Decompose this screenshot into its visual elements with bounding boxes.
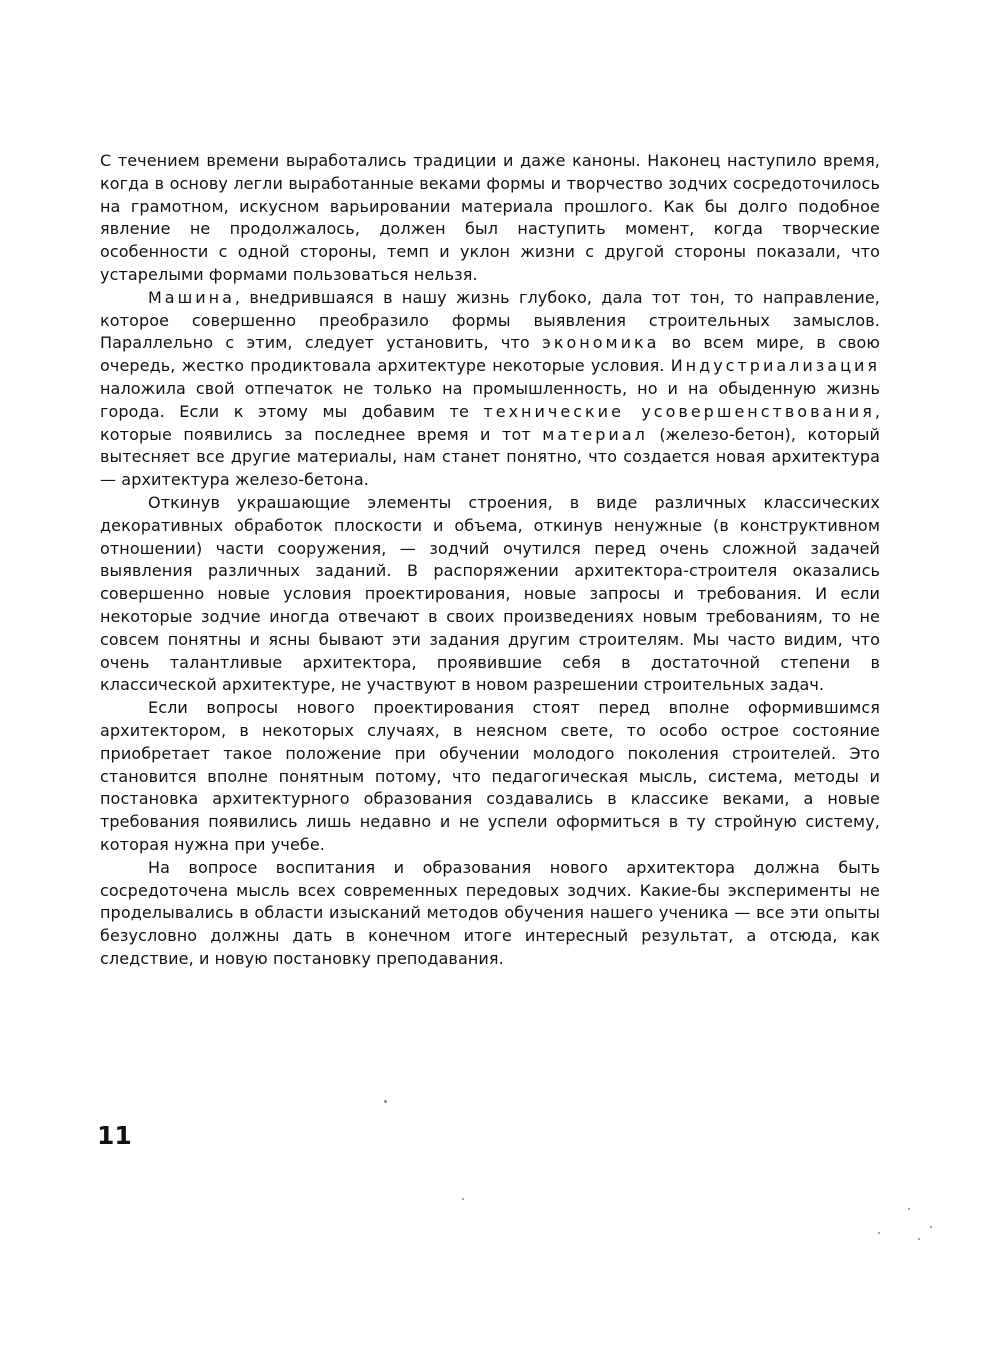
emphasis-ekonomika: экономика: [542, 333, 660, 353]
paragraph-4: [100, 697, 880, 857]
paragraph-3: [100, 492, 880, 697]
scan-speck: [878, 1232, 880, 1234]
emphasis-tekhnicheskie: технические усовершенствования: [483, 401, 875, 421]
scan-speck: [918, 1238, 920, 1240]
scan-speck: [384, 1100, 387, 1103]
scan-speck: [908, 1208, 910, 1210]
paragraph-2: [100, 287, 880, 492]
scan-speck: [930, 1226, 932, 1228]
emphasis-industrializatsiya: Индустриализация: [670, 356, 880, 376]
emphasis-material: материал: [542, 424, 648, 444]
paragraph-2-text-e: (железо-бетон), который вытесняет все другие материалы, нам станет понятно, что создается новая архитектура — архитектура железо-бетона.: [100, 424, 880, 490]
paragraph-2-text-d: , которые появились за последнее время и тот: [100, 401, 881, 444]
paragraph-1: [100, 150, 880, 287]
paragraph-1-text: С течением времени выработались традиции и даже каноны. Наконец наступило время, когда в основу легли выработанные веками формы и творчество зодчих сосредоточилось на грамотном, искусном варьировании материала прошлого. Как бы долго подобное явление не продолжалось, должен был наступить момент, когда творческие особенности с одной стороны, темп и уклон жизни с другой стороны показали, что устарелыми формами пользоваться нельзя.: [100, 151, 880, 284]
paragraph-2-text-a: , внедрившаяся в нашу жизнь глубоко, дала тот тон, то направление, которое совершенно преобразило формы выявления строительных замыслов. Параллельно с этим, следует установить, что: [100, 287, 880, 353]
emphasis-mashina: Машина: [148, 287, 235, 307]
paragraph-2-text-b: во всем мире, в свою очередь, жестко продиктовала архитектуре некоторые условия.: [100, 333, 880, 376]
paragraph-4-text: Если вопросы нового проектирования стоят перед вполне оформившимся архитектором, в некоторых случаях, в неясном свете, то особо острое состояние приобретает такое положение при обучении молодого поколения строителей. Это становится вполне понятным потому, что педагогическая мысль, система, методы и постановка архитектурного образования создавались в классике веками, а новые требования появились лишь недавно и не успели оформиться в ту стройную систему, которая нужна при учебе.: [100, 698, 880, 854]
paragraph-3-text: Откинув украшающие элементы строения, в виде различных классических декоративных обработок плоскости и объема, откинув ненужные (в конструктивном отношении) части сооружения, — зодчий очутился перед очень сложной задачей выявления различных заданий. В распоряжении архитектора-строителя оказались совершенно новые условия проектирования, новые запросы и требования. И если некоторые зодчие иногда отвечают в своих произведениях новым требованиям, то не совсем понятны и ясны бывают эти задания другим строителям. Мы часто видим, что очень талантливые архитектора, проявившие себя в достаточной степени в классической архитектуре, не участвуют в новом разрешении строительных задач.: [100, 492, 880, 695]
page-number: 11: [97, 1121, 132, 1150]
paragraph-2-text-c: наложила свой отпечаток не только на промышленность, но и на обыденную жизнь города. Если к этому мы добавим те: [100, 378, 880, 421]
paragraph-5-text: На вопросе воспитания и образования нового архитектора должна быть сосредоточена мысль всех современных передовых зодчих. Какие-бы эксперименты не проделывались в области изысканий методов обучения нашего ученика — все эти опыты безусловно должны дать в конечном итоге интересный результат, а отсюда, как следствие, и новую постановку преподавания.: [100, 857, 880, 968]
scan-speck: [462, 1198, 464, 1200]
paragraph-5: [100, 857, 880, 971]
body-text: [100, 150, 880, 971]
